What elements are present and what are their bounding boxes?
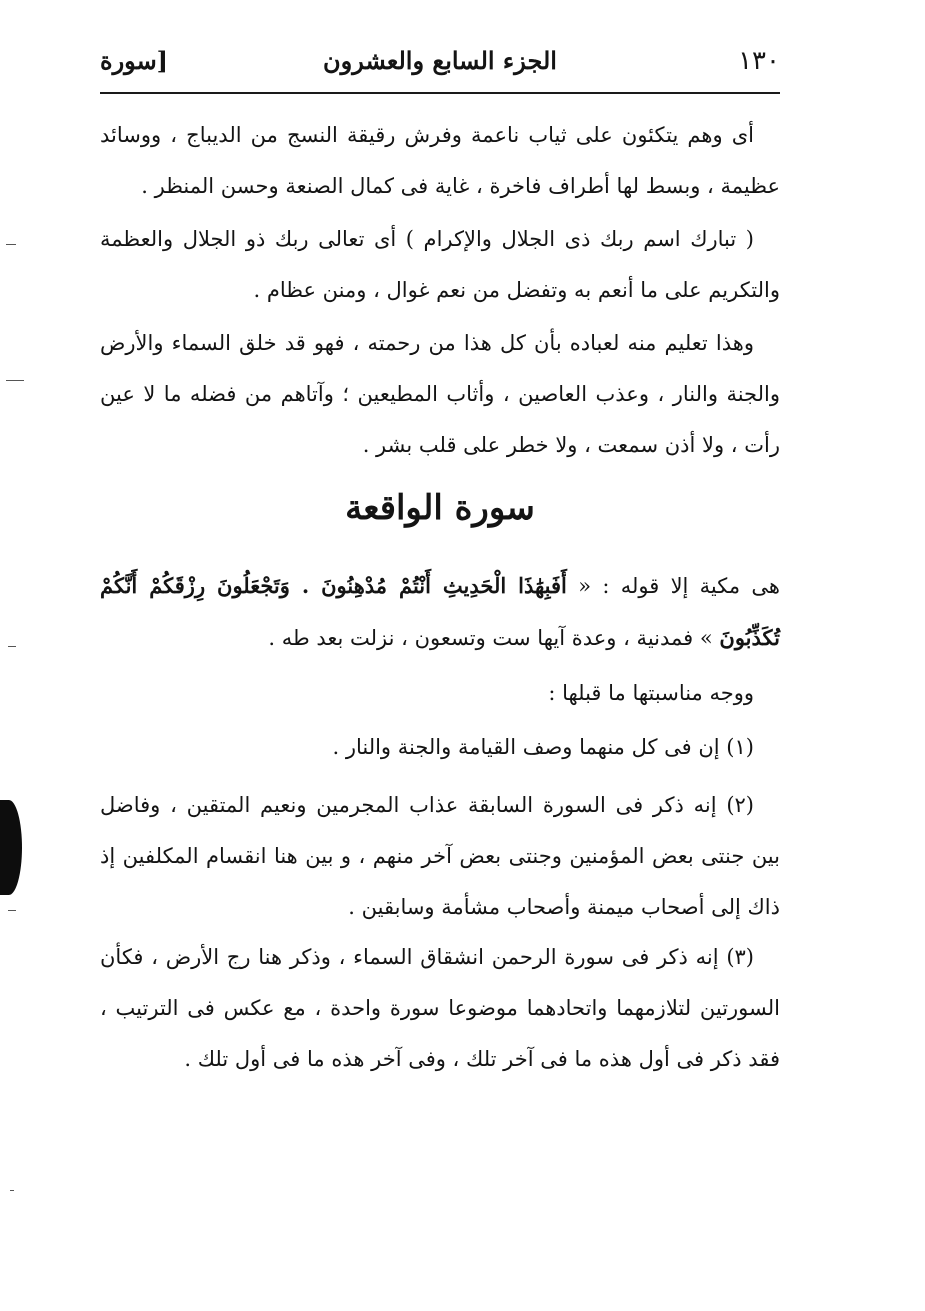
quranic-quote: أَفَبِهَٰذَا الْحَدِيثِ أَنْتُمْ مُدْهِنُونَ . وَتَجْعَلُونَ رِزْقَكُمْ أَنَّكُمْ تُكَذِّبُونَ: [100, 573, 780, 650]
paragraph-cushions: [100, 110, 780, 212]
point-one-block: [100, 722, 780, 772]
intro-tail: » فمدنية ، وعدة آيها ست وتسعون ، نزلت بعد طه .: [268, 626, 720, 650]
page-header: [100, 40, 780, 90]
page-number: ١٣٠: [738, 46, 780, 76]
header-rule: [100, 92, 780, 94]
section-label: [سورة: [100, 46, 169, 75]
surah-intro: [100, 560, 780, 664]
paragraph: ( تبارك اسم ربك ذى الجلال والإكرام ) أى تعالى ربك ذو الجلال والعظمة والتكريم على ما أنعم به وتفضل من نعم غوال ، ومنن عظام .: [100, 227, 780, 302]
point-item: (٣) إنه ذكر فى سورة الرحمن انشقاق السماء ، وذكر هنا رج الأرض ، فكأن السورتين لتلازمهما واتحادهما موضوعا سورة واحدة ، مع عكس فى الترتيب ، فقد ذكر فى أول هذه ما فى آخر تلك ، وفى آخر هذه ما فى أول تلك .: [100, 945, 780, 1071]
scan-edge-mark: [6, 244, 16, 245]
scan-edge-mark: [8, 910, 16, 911]
point-item: (٢) إنه ذكر فى السورة السابقة عذاب المجرمين ونعيم المتقين ، وفاضل بين جنتى بعض المؤمنين وجنتى بعض آخر منهم ، و بين هنا انقسام المكلفين إذ ذاك إلى أصحاب ميمنة وأصحاب مشأمة وسابقين .: [100, 793, 780, 919]
scan-edge-mark: [10, 1190, 14, 1191]
scan-edge-mark: [8, 646, 16, 647]
intro-lead: هى مكية إلا قوله : «: [566, 574, 780, 598]
point-three-block: [100, 932, 780, 1085]
paragraph: أى وهم يتكئون على ثياب ناعمة وفرش رقيقة النسج من الديباج ، ووسائد عظيمة ، وبسط لها أطراف فاخرة ، غاية فى كمال الصنعة وحسن المنظر .: [100, 123, 780, 198]
running-title: الجزء السابع والعشرون: [323, 46, 557, 75]
scan-edge-blot: [0, 800, 22, 895]
surah-title: سورة الواقعة: [345, 488, 535, 528]
paragraph-tabarak: [100, 214, 780, 316]
relation-heading-block: [100, 668, 780, 718]
intro-paragraph: [100, 560, 780, 664]
paragraph-mercy: [100, 318, 780, 471]
point-two-block: [100, 780, 780, 933]
relation-heading: ووجه مناسبتها ما قبلها :: [548, 681, 754, 705]
point-item: (١) إن فى كل منهما وصف القيامة والجنة والنار .: [332, 735, 754, 759]
paragraph: وهذا تعليم منه لعباده بأن كل هذا من رحمته ، فهو قد خلق السماء والأرض والجنة والنار ، وعذب العاصين ، وأثاب المطيعين ؛ وآتاهم من فضله ما لا عين رأت ، ولا أذن سمعت ، ولا خطر على قلب بشر .: [100, 331, 780, 457]
scan-edge-mark: [6, 380, 24, 381]
